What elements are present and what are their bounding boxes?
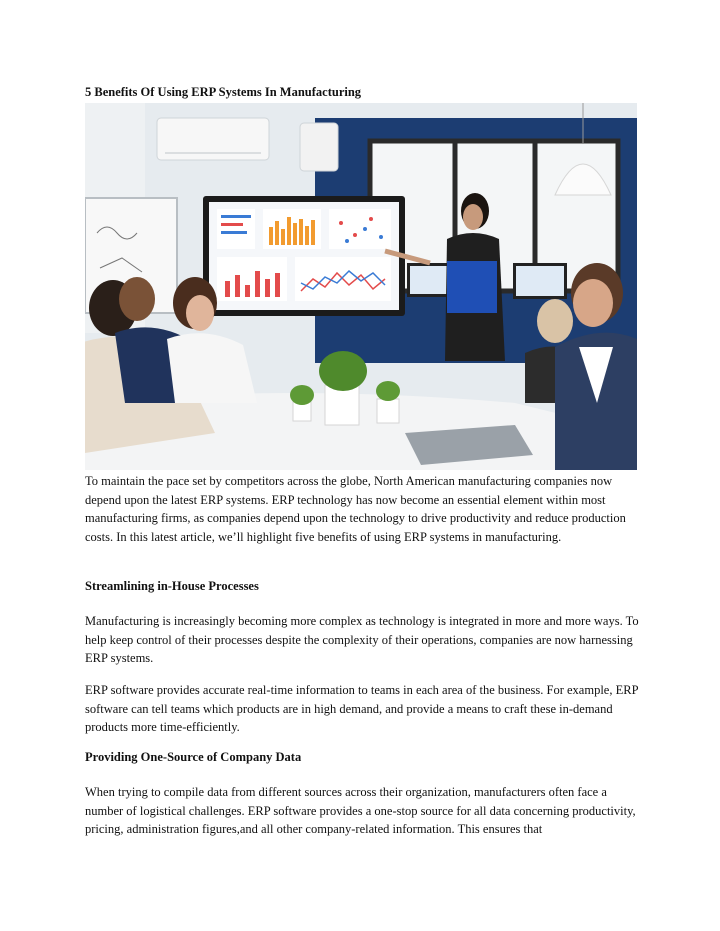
hero-image (85, 103, 637, 470)
document-title: 5 Benefits Of Using ERP Systems In Manufacturing (85, 85, 362, 99)
intro-paragraph (85, 472, 645, 546)
section1-paragraph1-text: Manufacturing is increasingly becoming more complex as technology is integrated in more and more ways. To help keep control of their processes despite the complexity of their operations, companies are now harnessing ERP systems. (85, 614, 639, 665)
section2-paragraph1 (85, 783, 645, 839)
section1-paragraph2-text: ERP software provides accurate real-time information to teams in each area of the business. For example, ERP software can tell teams which products are in high demand, and provide a means to craft these in-demand products more time-efficiently. (85, 683, 639, 734)
section1-paragraph2 (85, 681, 645, 737)
section-heading-one-source: Providing One-Source of Company Data (85, 750, 302, 764)
section2-paragraph1-text: When trying to compile data from different sources across their organization, manufacturers often face a number of logistical challenges. ERP software provides a one-stop source for all data concerning productivity, pricing, administration figures,and all other company-related information. This ensures that (85, 785, 636, 836)
intro-paragraph-text: To maintain the pace set by competitors across the globe, North American manufacturing companies now depend upon the latest ERP systems. ERP technology has now become an essential element within most manufacturing firms, as companies depend upon the technology to drive productivity and reduce production costs. In this latest article, we’ll highlight five benefits of using ERP systems in manufacturing. (85, 474, 626, 544)
section1-paragraph1 (85, 612, 645, 668)
meeting-illustration (85, 103, 637, 470)
section-heading-streamlining: Streamlining in-House Processes (85, 579, 259, 593)
